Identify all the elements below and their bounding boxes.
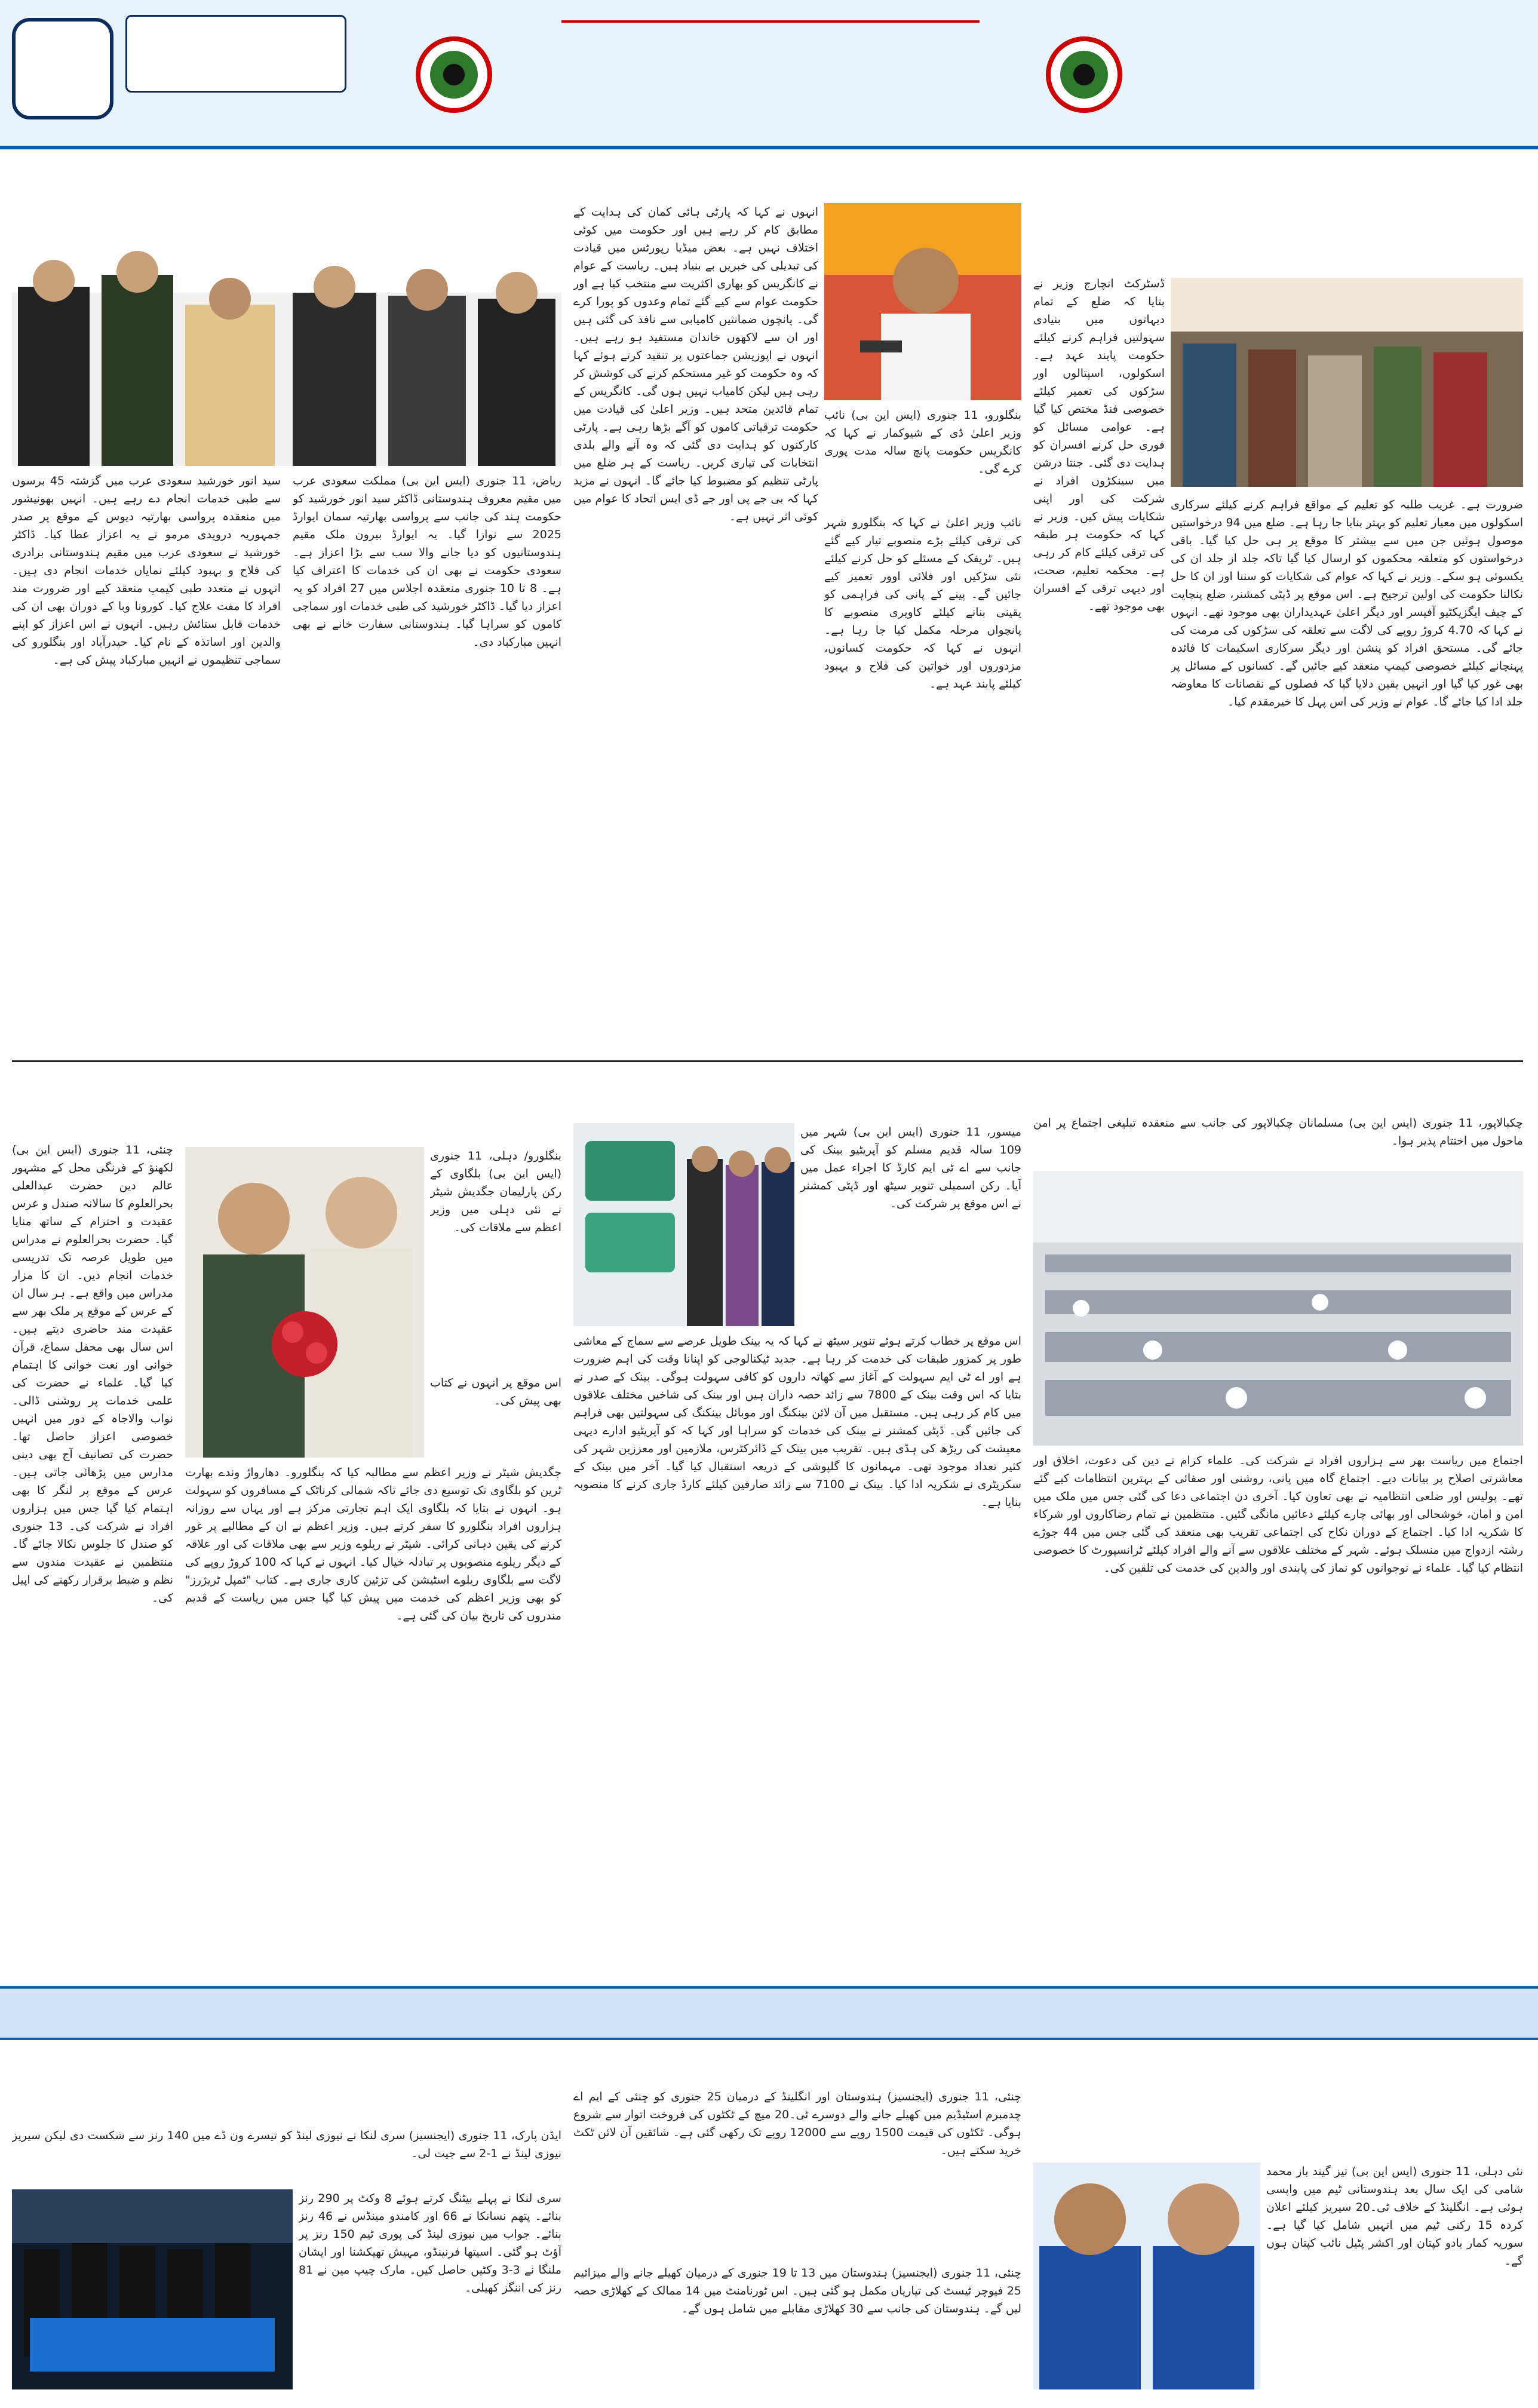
story-body: چنئی، 11 جنوری (ایجنسیز) ہندوستان اور انگلینڈ کے درمیان 25 جنوری کو چنئی کے ایم اے چدمبرم اسٹیڈیم میں کھیلے جانے والے دوسرے ٹی۔20 میچ کے ٹکٹوں کی فروخت اتوار سے شروع ہوگی۔ ٹکٹوں کی قیمت 1500 روپے سے 12000 روپے تک رکھی گئی ہے۔ شائقین آن لائن ٹکٹ خرید سکتے ہیں۔ <box>573 2090 1021 2157</box>
story-body: انہوں نے کہا کہ پارٹی ہائی کمان کی ہدایت کے مطابق کام کر رہے ہیں اور حکومت میں کوئی اختلاف نہیں ہے۔ بعض میڈیا رپورٹس میں قیادت کی تبدیلی کی خبریں بے بنیاد ہیں۔ ریاست کے عوام نے کانگریس کو بھاری اکثریت سے منتخب کیا ہے اور حکومت عوام سے کیے گئے تمام وعدوں کو پورا کرے گی۔ پانچوں ضمانتیں کامیابی سے نافذ کی گئی ہیں اور ان سے لاکھوں خاندان مستفید ہو رہے ہیں۔ انہوں نے اپوزیشن جماعتوں پر تنقید کرتے ہوئے کہا کہ وہ حکومت کو غیر مستحکم کرنے کی کوشش کر رہی ہیں لیکن کامیاب نہیں ہوں گی۔ کانگریس کے تمام قائدین متحد ہیں۔ وزیر اعلیٰ کی قیادت میں حکومت ترقیاتی کاموں کو آگے بڑھا رہی ہے۔ پارٹی کارکنوں کو ہدایت دی گئی کہ وہ آنے والے بلدی انتخابات کی تیاری کریں۔ ریاست کے ہر ضلع میں پارٹی تنظیم کو مضبوط کیا جائے گا۔ انہوں نے مزید کہا کہ بی جے پی اور جے ڈی ایس اتحاد کا عوام میں کوئی اثر نہیں ہے۔ <box>573 205 818 523</box>
award-photo-icon <box>12 239 561 466</box>
paper-logo <box>125 15 346 93</box>
divider <box>12 1060 1523 1062</box>
meeting-pm-photo-icon <box>185 1147 424 1458</box>
story-body: نائب وزیر اعلیٰ نے کہا کہ بنگلورو شہر کی ترقی کیلئے بڑے منصوبے تیار کیے گئے ہیں۔ ٹریفک کے مسئلے کو حل کرنے کیلئے نئی سڑکیں اور فلائی اوور تعمیر کیے جائیں گے۔ پینے کے پانی کی فراہمی کو یقینی بنانے کیلئے کاویری منصوبے کا پانچواں مرحلہ مکمل کیا جا رہا ہے۔ انہوں نے کہا کہ حکومت کسانوں، مزدوروں اور خواتین کی فلاح و بہبود کیلئے پابند عہد ہے۔ <box>824 516 1021 691</box>
emblem-icon <box>1042 33 1126 116</box>
masthead <box>0 0 1538 149</box>
page-number-box <box>12 18 113 119</box>
story-body: چنئی، 11 جنوری (ایس این بی) لکھنؤ کے فرنگی محل کے مشہور عالم دین حضرت عبدالعلی بحرالعلوم کا سالانہ صندل و عرس عقیدت و احترام کے ساتھ منایا گیا۔ حضرت بحرالعلوم نے مدراس میں طویل عرصہ تک تدریسی خدمات انجام دیں۔ ان کا مزار مدراس میں واقع ہے۔ ہر سال ان کے عرس کے موقع پر ملک بھر سے عقیدت مند حاضری دیتے ہیں۔ اس سال بھی محفل سماع، قرآن خوانی اور نعت خوانی کا اہتمام کیا گیا۔ علماء نے حضرت کی علمی خدمات پر روشنی ڈالی۔ نواب والاجاہ کے دور میں انہیں خصوصی اعزاز حاصل تھا۔ حضرت کی تصانیف آج بھی دینی مدارس میں پڑھائی جاتی ہیں۔ عرس کے موقع پر لنگر کا بھی اہتمام کیا گیا جس میں ہزاروں افراد نے شرکت کی۔ 13 جنوری کو صندل کا جلوس نکالا جائے گا۔ منتظمین نے عقیدت مندوں سے نظم و ضبط برقرار رکھنے کی اپیل کی۔ <box>12 1143 173 1605</box>
story-photo <box>12 239 561 466</box>
story-body: چکبالاپور، 11 جنوری (ایس این بی) مسلمانان چکبالاپور کی جانب سے منعقدہ تبلیغی اجتماع پر امن ماحول میں اختتام پذیر ہوا۔ <box>1033 1116 1523 1148</box>
story-photo <box>1033 1171 1523 1446</box>
story-photo <box>1033 2162 1260 2389</box>
story-body: نئی دہلی، 11 جنوری (ایس این بی) تیز گیند باز محمد شامی کی ایک سال بعد ہندوستانی ٹیم میں واپسی ہوئی ہے۔ انگلینڈ کے خلاف ٹی۔20 سیریز کیلئے اعلان کردہ 15 رکنی ٹیم میں انہیں شامل کیا گیا ہے۔ سوریہ کمار یادو کپتان اور اکشر پٹیل نائب کپتان ہوں گے۔ <box>1266 2165 1523 2268</box>
inset-caption <box>430 1272 561 1368</box>
emblem-icon <box>412 33 496 116</box>
team-celebration-photo-icon <box>12 2189 293 2389</box>
section-title <box>1254 24 1517 119</box>
story-body: ضرورت ہے۔ غریب طلبہ کو تعلیم کے مواقع فراہم کرنے کیلئے سرکاری اسکولوں میں معیار تعلیم کو بہتر بنایا جا رہا ہے۔ ضلع میں 94 درخواستیں موصول ہوئیں جن میں سے بیشتر کا موقع پر ہی حل کیا گیا۔ باقی درخواستوں کو متعلقہ محکموں کو ارسال کیا گیا تاکہ جلد از جلد ان کی یکسوئی ہو سکے۔ وزیر نے کہا کہ عوام کی شکایات کو سننا اور ان کا حل نکالنا حکومت کی اولین ترجیح ہے۔ اس موقع پر ڈپٹی کمشنر، ضلع پنچایت کے چیف ایگزیکٹیو آفیسر اور دیگر اعلیٰ عہدیداران بھی موجود تھے۔ انہوں نے کہا کہ 4.70 کروڑ روپے کی لاگت سے تعلقہ کی سڑکوں کی مرمت کی جائے گی۔ مستحق افراد کو پنشن اور دیگر سرکاری اسکیمات کا فائدہ پہنچانے کیلئے خصوصی کیمپ منعقد کیے جائیں گے۔ کسانوں کے مسائل پر بھی غور کیا گیا اور انہیں یقین دلایا گیا کہ فصلوں کے نقصانات کا معاوضہ جلد ادا کیا جائے گا۔ عوام نے وزیر کی اس پہل کا خیرمقدم کیا۔ <box>1171 498 1523 708</box>
sports-band <box>0 1986 1538 2040</box>
story-body: میسور، 11 جنوری (ایس این بی) شہر میں 109 سالہ قدیم مسلم کو آپریٹیو بینک کی جانب سے اے ٹی ایم کارڈ کا اجراء عمل میں آیا۔ رکن اسمبلی تنویر سیٹھ اور ڈپٹی کمشنر نے اس موقع پر شرکت کی۔ <box>800 1125 1021 1210</box>
story-body: بنگلورو/ دہلی، 11 جنوری (ایس این بی) بلگاوی کے رکن پارلیمان جگدیش شیٹر نے نئی دہلی میں وزیر اعظم سے ملاقات کی۔ <box>430 1149 561 1234</box>
story-body: ریاض، 11 جنوری (ایس این بی) مملکت سعودی عرب میں مقیم معروف ہندوستانی ڈاکٹر سید انور خورشید کو حکومت ہند کی جانب سے پرواسی بھارتیہ سمان ایوارڈ 2025 سے نوازا گیا۔ یہ ایوارڈ بیرون ملک مقیم ہندوستانیوں کو دیا جانے والا سب سے بڑا اعزاز ہے۔ سعودی حکومت نے بھی ان کی خدمات کا اعتراف کیا ہے۔ 8 تا 10 جنوری منعقدہ اجلاس میں 27 افراد کو یہ اعزاز دیا گیا۔ ڈاکٹر خورشید کی طبی خدمات اور سماجی کاموں کو سراہا گیا۔ ہندوستانی سفارت خانے نے بھی انہیں مبارکباد دی۔ <box>293 474 561 649</box>
speaker-photo-icon <box>824 203 1021 400</box>
story-photo <box>12 2189 293 2389</box>
story-body: سید انور خورشید سعودی عرب میں گزشتہ 45 برسوں سے طبی خدمات انجام دے رہے ہیں۔ انہیں بھونیشور میں منعقدہ پرواسی بھارتیہ دیوس کے موقع پر صدر جمہوریہ دروپدی مرمو نے یہ اعزاز عطا کیا۔ ڈاکٹر خورشید نے سعودی عرب میں مقیم ہندوستانی برادری کی فلاح و بہبود کیلئے نمایاں خدمات انجام دی ہیں۔ انہوں نے متعدد طبی کیمپ منعقد کیے اور ضرورت مند افراد کا مفت علاج کیا۔ کورونا وبا کے دوران بھی ان کی خدمات قابل ستائش رہیں۔ انہوں نے اس اعزاز کو اپنے والدین اور اساتذہ کے نام کیا۔ حیدرآباد اور بنگلورو کی سماجی تنظیموں نے انہیں مبارکباد پیش کی ہے۔ <box>12 474 281 667</box>
story-body: ڈسٹرکٹ انچارج وزیر نے بتایا کہ ضلع کے تمام دیہاتوں میں بنیادی سہولتیں فراہم کرنے کیلئے حکومت پابند عہد ہے۔ اسکولوں، اسپتالوں اور سڑکوں کی تعمیر کیلئے خصوصی فنڈ مختص کیا گیا ہے۔ عوامی مسائل کو فوری حل کرنے افسران کو ہدایت دی گئی۔ جنتا درشن میں سینکڑوں افراد نے شرکت کی اور اپنی شکایات پیش کیں۔ وزیر نے کہا کہ حکومت ہر طبقہ کی ترقی کیلئے کام کر رہی ہے۔ محکمہ تعلیم، صحت، اور دیہی ترقی کے افسران بھی موجود تھے۔ <box>1033 277 1165 613</box>
story-body: سری لنکا نے پہلے بیٹنگ کرتے ہوئے 8 وکٹ پر 290 رنز بنائے۔ پتھم نسانکا نے 66 اور کامندو مینڈس نے 46 رنز بنائے۔ جواب میں نیوزی لینڈ کی پوری ٹیم 150 رنز پر آؤٹ ہو گئی۔ اسیتھا فرنینڈو، مہیش تھیکشنا اور ایشان ملنگا نے 3-3 وکٹیں حاصل کیں۔ مارک چیپ مین نے 81 رنز کی اننگز کھیلی۔ <box>299 2192 561 2294</box>
story-photo <box>573 1123 794 1326</box>
atm-launch-photo-icon <box>573 1123 794 1326</box>
story-body: چنئی، 11 جنوری (ایجنسیز) ہندوستان میں 13 تا 19 جنوری کے درمیان کھیلے جانے والے میزائیم 25 فیوچر ٹیسٹ کی تیاریاں مکمل ہو گئی ہیں۔ اس ٹورنامنٹ میں 14 ممالک کے کھلاڑی حصہ لیں گے۔ ہندوستان کی جانب سے 30 کھلاڑی مقابلے میں شامل ہوں گے۔ <box>573 2266 1021 2315</box>
gathering-photo-icon <box>1033 1171 1523 1446</box>
story-body: اس موقع پر انہوں نے کتاب بھی پیش کی۔ <box>430 1376 561 1407</box>
story-body: اجتماع میں ریاست بھر سے ہزاروں افراد نے شرکت کی۔ علماء کرام نے دین کی دعوت، اخلاق اور معاشرتی اصلاح پر بیانات دیے۔ اجتماع گاہ میں پانی، روشنی اور صفائی کے بہترین انتظامات کیے گئے تھے۔ پولیس اور ضلعی انتظامیہ نے بھی تعاون کیا۔ آخری دن اجتماعی دعا کی گئی جس میں ملک میں امن و امان، خوشحالی اور بھائی چارے کیلئے دعائیں مانگی گئیں۔ منتظمین نے تمام رضاکاروں اور شرکاء کا شکریہ ادا کیا۔ اجتماع کے دوران نکاح کی اجتماعی تقریب بھی منعقد کی گئی جس میں 44 جوڑے رشتہ ازدواج میں منسلک ہوئے۔ شہر کے مختلف علاقوں سے آنے والے افراد کیلئے ٹرانسپورٹ کا خصوصی انتظام کیا گیا۔ علماء نے نوجوانوں کو نماز کی پابندی اور والدین کی خدمت کی تلقین کی۔ <box>1033 1454 1523 1575</box>
story-body: اس موقع پر خطاب کرتے ہوئے تنویر سیٹھ نے کہا کہ یہ بینک طویل عرصے سے سماج کے معاشی طور پر کمزور طبقات کی خدمت کر رہا ہے۔ جدید ٹیکنالوجی کو اپنانا وقت کی اہم ضرورت ہے اور اے ٹی ایم سہولت کے آغاز سے کھاتہ داروں کو کافی سہولت ہوگی۔ بینک کے صدر نے بتایا کہ اس وقت بینک کے 7800 سے زائد حصہ داران ہیں اور بینک کی شاخیں مختلف علاقوں میں کام کر رہی ہیں۔ مستقبل میں آن لائن بینکنگ اور موبائل بینکنگ کی سہولتیں بھی فراہم کی جائیں گی۔ ڈپٹی کمشنر نے بینک کی خدمات کو سراہا اور کہا کہ کو آپریٹیو ادارے دیہی معیشت کی ریڑھ کی ہڈی ہیں۔ تقریب میں بینک کے ڈائرکٹرس، ملازمین اور معززین شہر کی کثیر تعداد موجود تھی۔ مہمانوں کا گلپوشی کے ذریعہ استقبال کیا گیا۔ آخر میں بینک کے سکریٹری نے شکریہ ادا کیا۔ بینک نے 7100 سے زائد صارفین کیلئے کارڈ جاری کرنے کا منصوبہ بنایا ہے۔ <box>573 1335 1021 1509</box>
players-photo-icon <box>1033 2162 1260 2389</box>
story-body: ایڈن پارک، 11 جنوری (ایجنسیز) سری لنکا نے نیوزی لینڈ کو تیسرے ون ڈے میں 140 رنز سے شکست دی لیکن سیریز نیوزی لینڈ نے 1-2 سے جیت لی۔ <box>12 2129 561 2160</box>
story-photo <box>824 203 1021 400</box>
meeting-photo-icon <box>1171 278 1523 487</box>
story-photo <box>1171 278 1523 487</box>
masthead-center <box>538 12 1003 31</box>
story-body: بنگلورو، 11 جنوری (ایس این بی) نائب وزیر اعلیٰ ڈی کے شیوکمار نے کہا کہ کانگریس حکومت پانچ سالہ مدت پوری کرے گی۔ <box>824 409 1021 476</box>
story-body: جگدیش شیٹر نے وزیر اعظم سے مطالبہ کیا کہ بنگلورو۔ دھارواڑ وندے بھارت ٹرین کو بلگاوی تک توسیع دی جائے تاکہ شمالی کرناٹک کے مسافروں کو سہولت ہو۔ انہوں نے بتایا کہ بلگاوی ایک اہم تجارتی مرکز ہے اور یہاں سے روزانہ ہزاروں افراد بنگلورو کا سفر کرتے ہیں۔ وزیر اعظم نے ان کے مطالبے پر غور کرنے کی یقین دہانی کرائی۔ شیٹر نے ریلوے وزیر سے بھی ملاقات کی اور علاقہ کے دیگر ریلوے منصوبوں پر تبادلہ خیال کیا۔ انہوں نے کہا کہ 100 کروڑ روپے کی لاگت سے بلگاوی ریلوے اسٹیشن کی تزئین کاری جاری ہے۔ کتاب "ٹمپل ٹریژرز" کو بھی وزیر اعظم کی خدمت میں پیش کیا گیا جس میں ریاست کے قدیم مندروں کی تاریخ بیان کی گئی ہے۔ <box>185 1466 561 1622</box>
story-photo <box>185 1147 424 1458</box>
